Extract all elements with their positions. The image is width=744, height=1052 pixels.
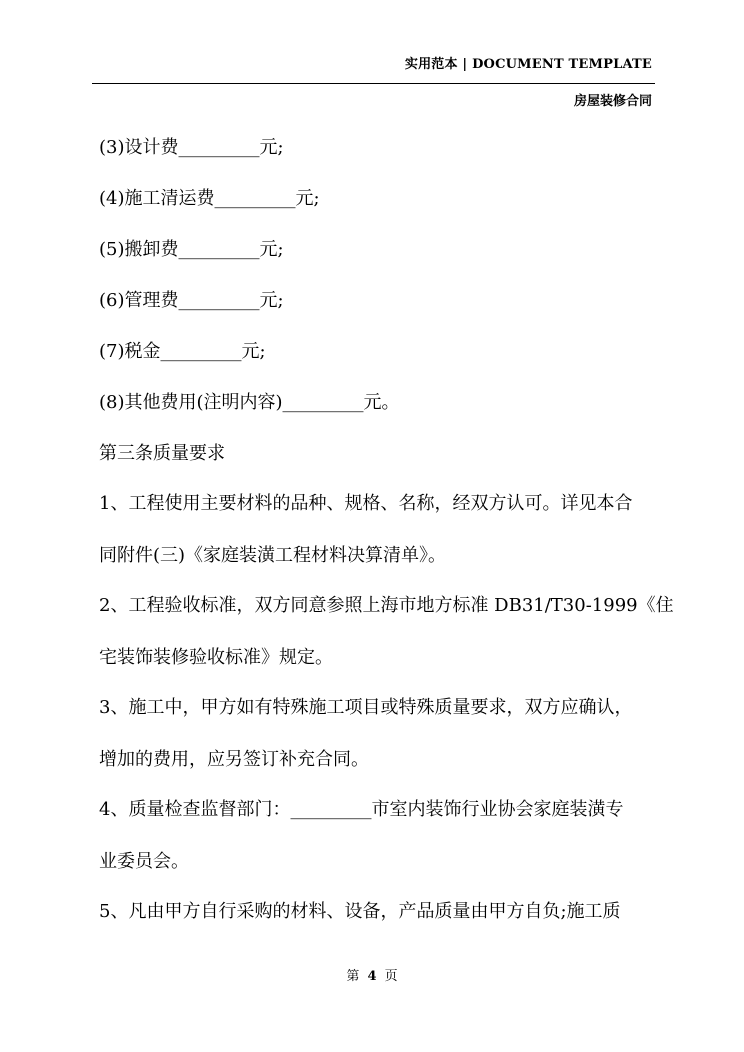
clause-3-line-2: 增加的费用，应另签订补充合同。 xyxy=(99,749,369,770)
clause-4-line-2: 业委员会。 xyxy=(99,851,189,872)
section-heading-quality: 第三条质量要求 xyxy=(99,443,225,464)
clause-1-line-2: 同附件(三)《家庭装潢工程材料决算清单》。 xyxy=(99,545,447,566)
document-body xyxy=(99,136,674,924)
fee-item-cleanup: (4)施工清运费_________元; xyxy=(99,188,320,209)
clause-2-line-1: 2、工程验收标准，双方同意参照上海市地方标准 DB31/T30-1999《住 xyxy=(99,595,674,616)
clause-1-line-1: 1、工程使用主要材料的品种、规格、名称，经双方认可。详见本合 xyxy=(99,493,633,514)
clause-3-line-1: 3、施工中，甲方如有特殊施工项目或特殊质量要求，双方应确认， xyxy=(99,697,633,718)
page-number: 4 xyxy=(367,969,377,984)
fee-item-design: (3)设计费_________元; xyxy=(99,137,284,158)
fee-item-other: (8)其他费用(注明内容)_________元。 xyxy=(99,392,400,413)
document-header-subtitle: 房屋装修合同 xyxy=(573,94,652,109)
fee-item-management: (6)管理费_________元; xyxy=(99,290,284,311)
footer-suffix: 页 xyxy=(384,969,398,984)
page-footer xyxy=(0,965,744,984)
clause-5-line-1: 5、凡由甲方自行采购的材料、设备，产品质量由甲方自负;施工质 xyxy=(99,901,621,922)
fee-item-handling: (5)搬卸费_________元; xyxy=(99,239,284,260)
header-divider xyxy=(92,83,655,84)
clause-2-line-2: 宅装饰装修验收标准》规定。 xyxy=(99,647,333,668)
footer-prefix: 第 xyxy=(346,969,360,984)
document-header-title: 实用范本 | DOCUMENT TEMPLATE xyxy=(404,57,652,72)
fee-item-tax: (7)税金_________元; xyxy=(99,341,266,362)
clause-4-line-1: 4、质量检查监督部门：_________市室内装饰行业协会家庭装潢专 xyxy=(99,799,624,820)
